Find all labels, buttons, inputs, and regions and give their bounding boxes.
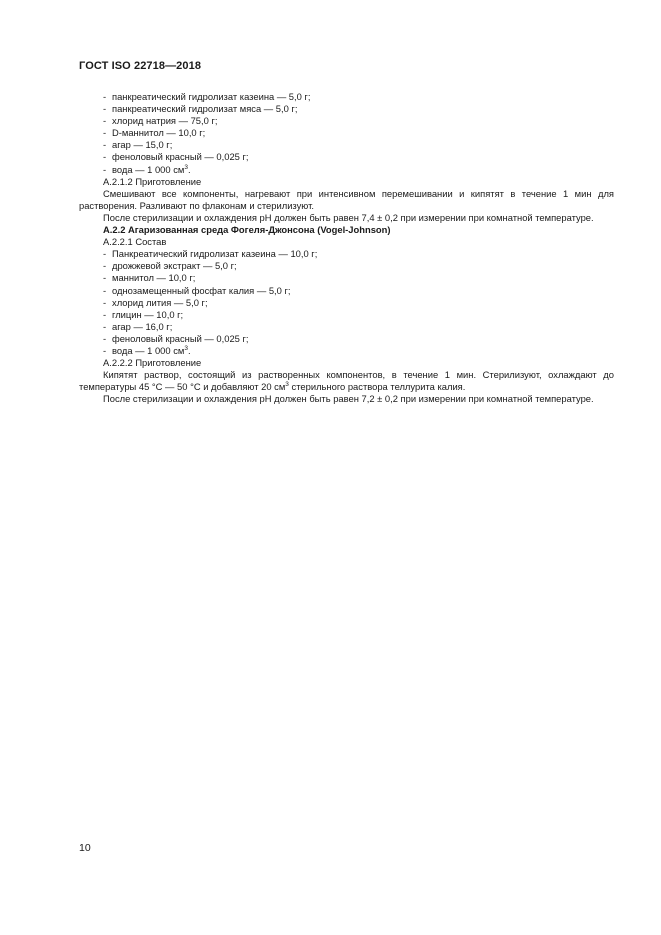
list-item: [79, 285, 614, 297]
list-item-text: феноловый красный — 0,025 г;: [112, 332, 249, 344]
list-item-text: панкреатический гидролизат мяса — 5,0 г;: [112, 103, 298, 115]
list-item-text: маннитол — 10,0 г;: [112, 272, 196, 284]
section-heading: А.2.2 Агаризованная среда Фогеля-Джонсона (Vogel-Johnson): [103, 224, 391, 236]
list-item-text: панкреатический гидролизат казеина — 5,0 г;: [112, 91, 311, 102]
dash-marker: -: [103, 332, 107, 344]
superscript: 3: [184, 163, 188, 171]
punctuation: .: [187, 163, 191, 175]
superscript: 3: [285, 381, 289, 389]
list-item-text: агар — 15,0 г;: [112, 139, 173, 151]
list-item: [79, 103, 614, 115]
paragraph: После стерилизации и охлаждения рН должен быть равен 7,4 ± 0,2 при измерении при комнатной температуре.: [103, 211, 594, 223]
list-item-text: хлорид натрия — 75,0 г;: [112, 115, 218, 127]
dash-marker: -: [103, 320, 107, 332]
page-number: 10: [79, 842, 91, 854]
list-item: [79, 115, 614, 127]
dash-marker: -: [103, 127, 107, 139]
list-item-text: дрожжевой экстракт — 5,0 г;: [112, 260, 237, 272]
list-item: [79, 139, 614, 151]
page-content: [79, 91, 614, 405]
document-header: ГОСТ ISO 22718—2018: [79, 60, 202, 72]
dash-marker: -: [103, 308, 107, 320]
list-item-text: агар — 16,0 г;: [112, 320, 173, 332]
dash-marker: -: [103, 103, 107, 115]
list-item: [79, 321, 614, 333]
list-item-text: глицин — 10,0 г;: [112, 308, 184, 320]
list-item: [79, 297, 614, 309]
list-item: [79, 260, 614, 272]
list-item: [79, 309, 614, 321]
dash-marker: -: [103, 344, 107, 356]
list-item: [79, 272, 614, 284]
punctuation: .: [187, 344, 191, 356]
dash-marker: -: [103, 272, 107, 284]
dash-marker: -: [103, 248, 107, 260]
list-item-water: [79, 164, 614, 176]
list-item-text: хлорид лития — 5,0 г;: [112, 296, 208, 308]
paragraph: После стерилизации и охлаждения рН должен быть равен 7,2 ± 0,2 при измерении при комнатной температуре.: [103, 393, 594, 405]
list-item: [79, 248, 614, 260]
paragraph: [79, 369, 614, 393]
dash-marker: -: [103, 163, 107, 175]
list-item-text: феноловый красный — 0,025 г;: [112, 151, 249, 163]
list-item: [79, 151, 614, 163]
dash-marker: -: [103, 284, 107, 296]
list-item-water: [79, 345, 614, 357]
dash-marker: -: [103, 139, 107, 151]
subsection-heading: А.2.2.1 Состав: [103, 236, 167, 248]
dash-marker: -: [103, 115, 107, 127]
subsection-heading: А.2.1.2 Приготовление: [103, 175, 202, 187]
dash-marker: -: [103, 296, 107, 308]
paragraph: Смешивают все компоненты, нагревают при интенсивном перемешивании и кипятят в течение 1 мин для растворения. Разливают по флаконам и стерилизуют.: [79, 187, 614, 211]
list-item-text: однозамещенный фосфат калия — 5,0 г;: [112, 284, 291, 296]
list-item-text: Панкреатический гидролизат казеина — 10,0 г;: [112, 248, 318, 260]
dash-marker: -: [103, 151, 107, 163]
subsection-heading: А.2.2.2 Приготовление: [103, 357, 202, 369]
paragraph-text: стерильного раствора теллурита калия.: [288, 381, 466, 393]
list-item-text: D-маннитол — 10,0 г;: [112, 127, 206, 139]
dash-marker: -: [103, 91, 107, 102]
list-item-text: вода — 1 000 см: [112, 163, 185, 175]
paragraph-text: Кипятят раствор, состоящий из растворенных компонентов, в течение 1 мин. Стерилизуют, охлаждают до температуры 45 °С — 50 °С и добавляют 20 см: [79, 369, 614, 393]
superscript: 3: [184, 344, 188, 352]
dash-marker: -: [103, 260, 107, 272]
list-item-text: вода — 1 000 см: [112, 344, 185, 356]
list-item: [79, 91, 614, 103]
list-item: [79, 333, 614, 345]
list-item: [79, 127, 614, 139]
